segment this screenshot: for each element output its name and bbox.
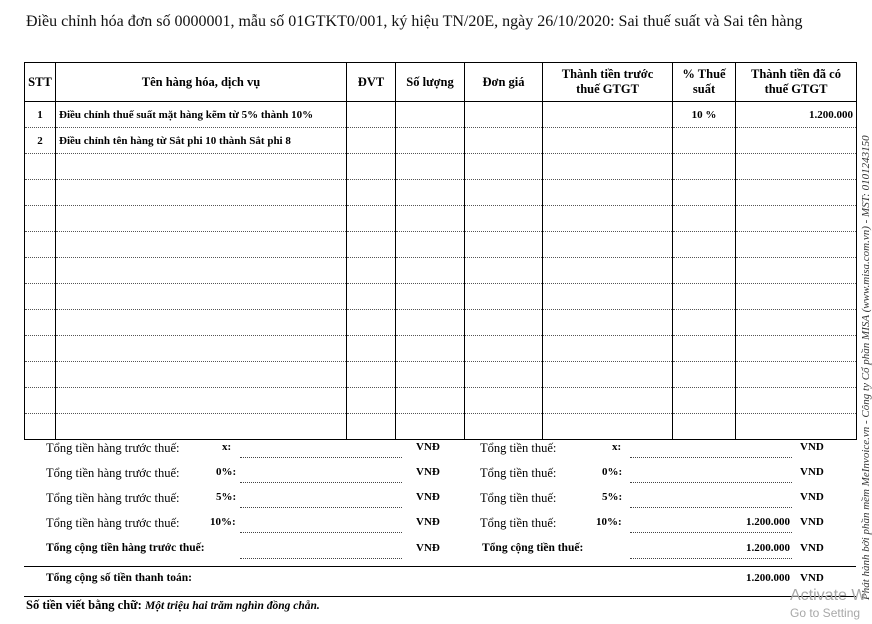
header-after-tax — [736, 63, 857, 102]
goods-currency: VNĐ — [416, 516, 440, 528]
totals-row-10 — [24, 516, 856, 536]
empty-cell — [465, 206, 543, 232]
empty-cell — [736, 388, 857, 414]
goods-label: Tổng tiền hàng trước thuế: — [46, 516, 180, 530]
empty-cell — [736, 206, 857, 232]
empty-cell — [347, 232, 396, 258]
empty-cell — [673, 388, 736, 414]
totals-row-5 — [24, 491, 856, 511]
row-qty — [396, 128, 465, 154]
header-stt: STT — [25, 63, 56, 102]
goods-currency: VNĐ — [416, 491, 440, 503]
empty-cell — [56, 310, 347, 336]
empty-cell — [543, 284, 673, 310]
empty-cell — [543, 258, 673, 284]
empty-cell — [736, 232, 857, 258]
empty-cell — [25, 362, 56, 388]
tax-value-line — [630, 466, 792, 483]
row-price — [465, 102, 543, 128]
empty-cell — [347, 362, 396, 388]
header-rate — [673, 63, 736, 102]
activate-windows-watermark — [790, 586, 866, 620]
sum-tax-currency: VND — [800, 542, 824, 554]
empty-cell — [673, 206, 736, 232]
header-before-tax — [543, 63, 673, 102]
row-rate: 10 % — [673, 102, 736, 128]
amount-in-words-label: Số tiền viết bằng chữ: — [26, 598, 142, 612]
goods-value-line — [240, 441, 402, 458]
sum-goods-line — [240, 542, 402, 559]
row-rate — [673, 128, 736, 154]
tax-currency: VND — [800, 516, 824, 528]
empty-cell — [465, 284, 543, 310]
empty-cell — [25, 388, 56, 414]
empty-cell — [673, 310, 736, 336]
empty-cell — [543, 154, 673, 180]
empty-cell — [56, 388, 347, 414]
goods-label: Tổng tiền hàng trước thuế: — [46, 441, 180, 455]
tax-currency: VND — [800, 441, 824, 453]
empty-cell — [736, 336, 857, 362]
empty-cell — [673, 336, 736, 362]
empty-table-row — [25, 362, 857, 388]
totals-section — [24, 436, 856, 597]
sum-goods-currency: VNĐ — [416, 542, 440, 554]
empty-cell — [543, 180, 673, 206]
tax-rate: 10%: — [596, 516, 622, 528]
row-stt: 1 — [25, 102, 56, 128]
empty-cell — [673, 362, 736, 388]
payment-currency: VND — [800, 572, 824, 584]
goods-value-line — [240, 516, 402, 533]
empty-cell — [396, 310, 465, 336]
empty-cell — [736, 310, 857, 336]
empty-cell — [56, 232, 347, 258]
tax-rate: 5%: — [602, 491, 623, 503]
header-before-tax-line1: Thành tiền trước — [561, 67, 654, 81]
empty-table-row — [25, 180, 857, 206]
goods-rate: x: — [222, 441, 232, 453]
empty-table-row — [25, 232, 857, 258]
empty-cell — [25, 154, 56, 180]
empty-cell — [543, 310, 673, 336]
header-after-tax-line1: Thành tiền đã có — [751, 67, 841, 81]
table-row — [25, 102, 857, 128]
header-rate-line1: % Thuế — [682, 67, 726, 81]
empty-cell — [543, 206, 673, 232]
header-after-tax-line2: thuế GTGT — [764, 82, 828, 96]
row-unit — [347, 102, 396, 128]
header-before-tax-line2: thuế GTGT — [576, 82, 639, 96]
empty-cell — [347, 206, 396, 232]
empty-table-row — [25, 154, 857, 180]
empty-cell — [673, 180, 736, 206]
empty-cell — [347, 258, 396, 284]
adjustment-note: Điều chỉnh hóa đơn số 0000001, mẫu số 01GTKT0/001, ký hiệu TN/20E, ngày 26/10/2020: Sai thuế suất và Sai tên hàng — [26, 13, 803, 30]
row-stt: 2 — [25, 128, 56, 154]
empty-cell — [465, 258, 543, 284]
empty-cell — [25, 232, 56, 258]
empty-cell — [736, 180, 857, 206]
tax-label: Tổng tiền thuế: — [480, 441, 557, 455]
empty-cell — [25, 258, 56, 284]
empty-cell — [543, 232, 673, 258]
issuer-side-text-label: Phát hành bởi phần mềm MeInvoice.vn - Công ty Cổ phần MISA (www.misa.com.vn) - MST: 0101243150 — [860, 135, 872, 600]
empty-table-row — [25, 206, 857, 232]
activate-line1: Activate W — [790, 587, 867, 604]
empty-cell — [543, 388, 673, 414]
empty-cell — [673, 284, 736, 310]
empty-cell — [465, 336, 543, 362]
empty-cell — [396, 388, 465, 414]
empty-cell — [347, 310, 396, 336]
goods-label: Tổng tiền hàng trước thuế: — [46, 491, 180, 505]
tax-rate: 0%: — [602, 466, 623, 478]
goods-rate: 0%: — [216, 466, 237, 478]
header-price: Đơn giá — [465, 63, 543, 102]
empty-cell — [673, 258, 736, 284]
empty-cell — [396, 336, 465, 362]
row-unit — [347, 128, 396, 154]
sum-tax-label: Tổng cộng tiền thuế: — [482, 542, 584, 554]
row-name: Điều chỉnh tên hàng từ Sắt phi 10 thành Sắt phi 8 — [56, 128, 347, 154]
empty-cell — [56, 180, 347, 206]
empty-cell — [396, 232, 465, 258]
header-unit: ĐVT — [347, 63, 396, 102]
payment-row — [24, 572, 856, 592]
tax-label: Tổng tiền thuế: — [480, 466, 557, 480]
goods-currency: VNĐ — [416, 466, 440, 478]
empty-cell — [56, 336, 347, 362]
empty-cell — [396, 258, 465, 284]
empty-cell — [25, 310, 56, 336]
empty-table-row — [25, 336, 857, 362]
empty-cell — [25, 284, 56, 310]
row-price — [465, 128, 543, 154]
empty-cell — [347, 154, 396, 180]
empty-cell — [736, 258, 857, 284]
empty-cell — [56, 258, 347, 284]
header-qty: Số lượng — [396, 63, 465, 102]
empty-cell — [465, 388, 543, 414]
row-name: Điều chỉnh thuế suất mặt hàng kẽm từ 5% thành 10% — [56, 102, 347, 128]
goods-rate: 10%: — [210, 516, 236, 528]
empty-cell — [347, 180, 396, 206]
tax-value: 1.200.000 — [746, 516, 790, 528]
empty-table-row — [25, 258, 857, 284]
payment-value: 1.200.000 — [746, 572, 790, 584]
tax-label: Tổng tiền thuế: — [480, 516, 557, 530]
table-header-row — [25, 63, 857, 102]
row-after-tax: 1.200.000 — [736, 102, 857, 128]
empty-table-row — [25, 284, 857, 310]
tax-value-line — [630, 441, 792, 458]
goods-table — [24, 62, 857, 440]
table-row — [25, 128, 857, 154]
row-after-tax — [736, 128, 857, 154]
sum-goods-label: Tổng cộng tiền hàng trước thuế: — [46, 542, 205, 554]
empty-cell — [673, 232, 736, 258]
goods-currency: VNĐ — [416, 441, 440, 453]
empty-table-row — [25, 310, 857, 336]
header-rate-line2: suất — [692, 82, 716, 96]
empty-cell — [396, 362, 465, 388]
empty-cell — [736, 362, 857, 388]
empty-table-row — [25, 388, 857, 414]
sum-tax-value: 1.200.000 — [746, 542, 790, 554]
tax-value-line — [630, 491, 792, 508]
empty-cell — [465, 232, 543, 258]
empty-cell — [347, 336, 396, 362]
empty-cell — [347, 388, 396, 414]
goods-rate: 5%: — [216, 491, 237, 503]
amount-in-words-value: Một triệu hai trăm nghìn đồng chẵn. — [144, 600, 320, 612]
tax-label: Tổng tiền thuế: — [480, 491, 557, 505]
empty-cell — [465, 362, 543, 388]
empty-cell — [543, 362, 673, 388]
goods-value-line — [240, 491, 402, 508]
payment-label: Tổng cộng số tiền thanh toán: — [46, 572, 193, 584]
goods-value-line — [240, 466, 402, 483]
issuer-side-text — [860, 0, 872, 624]
empty-cell — [543, 336, 673, 362]
header-name: Tên hàng hóa, dịch vụ — [56, 63, 347, 102]
empty-cell — [25, 180, 56, 206]
empty-cell — [736, 154, 857, 180]
activate-line2: Go to Setting — [790, 606, 861, 620]
empty-cell — [56, 206, 347, 232]
row-qty — [396, 102, 465, 128]
empty-cell — [25, 336, 56, 362]
payment-divider — [24, 566, 856, 567]
empty-cell — [465, 154, 543, 180]
tax-currency: VND — [800, 491, 824, 503]
empty-cell — [396, 180, 465, 206]
amount-in-words — [26, 598, 320, 613]
empty-cell — [736, 284, 857, 310]
empty-cell — [396, 284, 465, 310]
row-before-tax — [543, 102, 673, 128]
empty-cell — [25, 206, 56, 232]
tax-currency: VND — [800, 466, 824, 478]
empty-cell — [673, 154, 736, 180]
goods-label: Tổng tiền hàng trước thuế: — [46, 466, 180, 480]
empty-cell — [465, 310, 543, 336]
totals-sum-row — [24, 542, 856, 562]
tax-rate: x: — [612, 441, 622, 453]
empty-cell — [396, 154, 465, 180]
totals-row-x — [24, 441, 856, 461]
empty-cell — [465, 180, 543, 206]
empty-cell — [56, 362, 347, 388]
totals-row-0 — [24, 466, 856, 486]
empty-cell — [56, 284, 347, 310]
row-before-tax — [543, 128, 673, 154]
empty-cell — [396, 206, 465, 232]
empty-cell — [56, 154, 347, 180]
empty-cell — [347, 284, 396, 310]
